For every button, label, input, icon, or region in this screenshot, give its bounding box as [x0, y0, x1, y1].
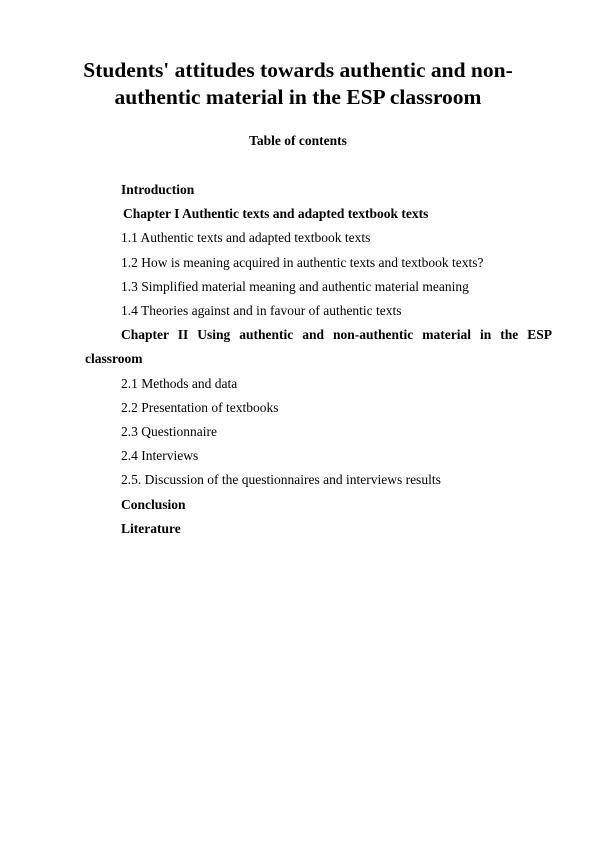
toc-item-2-3: 2.3 Questionnaire [121, 424, 217, 440]
toc-item-2-4: 2.4 Interviews [121, 448, 199, 464]
toc-item-2-1: 2.1 Methods and data [121, 375, 238, 391]
toc-item-conclusion: Conclusion [121, 496, 186, 512]
table-of-contents [85, 178, 552, 541]
toc-item-introduction: Introduction [121, 182, 195, 197]
document-title: Students' attitudes towards authentic and non-authentic material in the ESP classroom [83, 58, 513, 109]
toc-heading: Table of contents [249, 133, 347, 148]
toc-item-2-2: 2.2 Presentation of textbooks [121, 399, 279, 415]
toc-item-1-1: 1.1 Authentic texts and adapted textbook texts [121, 230, 371, 246]
toc-item-1-4: 1.4 Theories against and in favour of authentic texts [121, 303, 402, 319]
toc-item-1-2: 1.2 How is meaning acquired in authentic texts and textbook texts? [121, 254, 484, 270]
toc-item-literature: Literature [121, 520, 181, 536]
toc-item-1-3: 1.3 Simplified material meaning and authentic material meaning [121, 278, 469, 294]
toc-item-chapter-1: Chapter I Authentic texts and adapted textbook texts [123, 206, 429, 222]
toc-item-2-5: 2.5. Discussion of the questionnaires and interviews results [121, 472, 441, 488]
toc-item-chapter-2: Chapter II Using authentic and non-authentic material in the ESP classroom [85, 327, 552, 367]
